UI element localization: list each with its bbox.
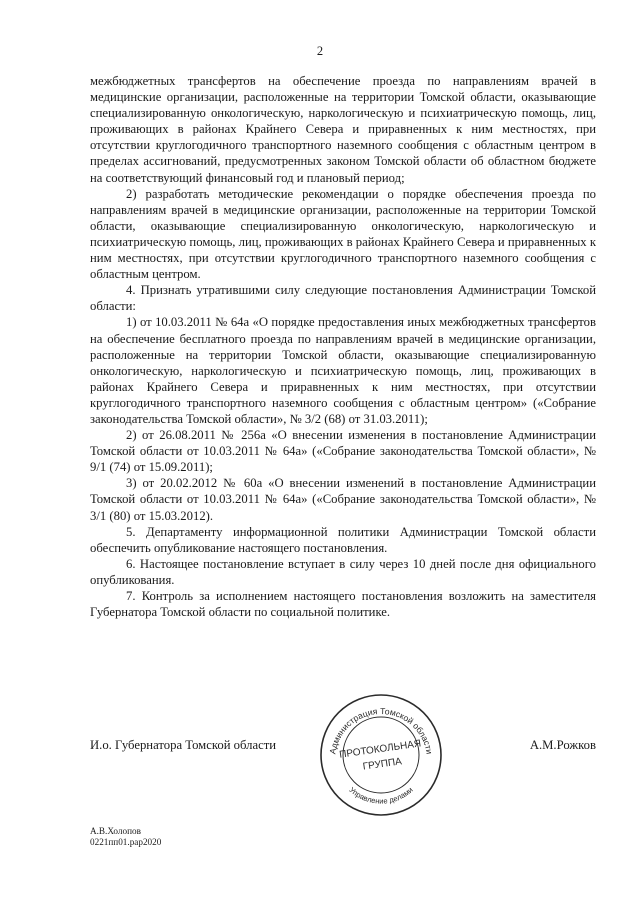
paragraph-4: 1) от 10.03.2011 № 64а «О порядке предоставления иных межбюджетных трансфертов на обеспечение бесплатного проезда по направлениям врачей в медицинские организации, расположенные на территории Томской области, оказывающие специализированную онкологическую, наркологическую и психиатрическую помощь, лиц, проживающих в районах Крайнего Севера и приравненных к ним местностях, при отсутствии круглогодичного транспортного наземного сообщения с областным центром» («Собрание законодательства Томской области», № 3/2 (68) от 31.03.2011); [90, 315, 596, 426]
paragraph-9: 7. Контроль за исполнением настоящего постановления возложить на заместителя Губернатора Томской области по социальной политике. [90, 589, 596, 620]
page-number: 2 [316, 44, 324, 58]
signer-name: А.М.Рожков [529, 738, 596, 752]
document-footer [90, 826, 161, 848]
paragraph-6: 3) от 20.02.2012 № 60а «О внесении изменений в постановление Администрации Томской области от 10.03.2011 № 64а» («Собрание законодательства Томской области», № 3/1 (80) от 15.03.2012). [90, 476, 596, 523]
stamp-ring-text: Администрация Томской области [327, 705, 435, 755]
stamp-bottom-text: Управление делами [347, 785, 415, 806]
paragraph-1: межбюджетных трансфертов на обеспечение проезда по направлениям врачей в медицинские организации, расположенные на территории Томской области, оказывающие специализированную онкологическую, наркологическую и психиатрическую помощь, лиц, проживающих в районах Крайнего Севера и приравненных к ним местностях, при отсутствии круглогодичного транспортного наземного сообщения с областным центром в пределах ассигнований, предусмотренных законом Томской области об областном бюджете на соответствующий финансовый год и плановый период; [90, 74, 596, 185]
paragraph-3: 4. Признать утратившими силу следующие постановления Администрации Томской области: [90, 283, 596, 314]
paragraph-8: 6. Настоящее постановление вступает в силу через 10 дней после дня официального опубликования. [90, 556, 596, 587]
stamp-center-line-2: ГРУППА [362, 756, 403, 773]
footer-author: А.В.Холопов [90, 826, 141, 836]
protocol-group-stamp [316, 690, 446, 820]
document-body [90, 73, 596, 620]
svg-text:Управление делами [347, 785, 414, 805]
stamp-center-line-1: ПРОТОКОЛЬНАЯ [338, 738, 422, 761]
paragraph-5: 2) от 26.08.2011 № 256а «О внесении изменения в постановление Администрации Томской области от 10.03.2011 № 64а» («Собрание законодательства Томской области», № 9/1 (74) от 15.09.2011); [90, 428, 596, 475]
signer-title: И.о. Губернатора Томской области [90, 738, 277, 752]
footer-doc-code: 0221пп01.рар2020 [90, 837, 162, 847]
paragraph-2: 2) разработать методические рекомендации о порядке обеспечения проезда по направлениям врачей в медицинские организации, расположенные на территории Томской области, оказывающие специализированную онкологическую, наркологическую и психиатрическую помощь, лиц, проживающих в районах Крайнего Севера и приравненных к ним местностях, при отсутствии круглогодичного транспортного наземного сообщения с областным центром. [90, 186, 596, 282]
paragraph-7: 5. Департаменту информационной политики Администрации Томской области обеспечить опубликование настоящего постановления. [90, 524, 596, 555]
